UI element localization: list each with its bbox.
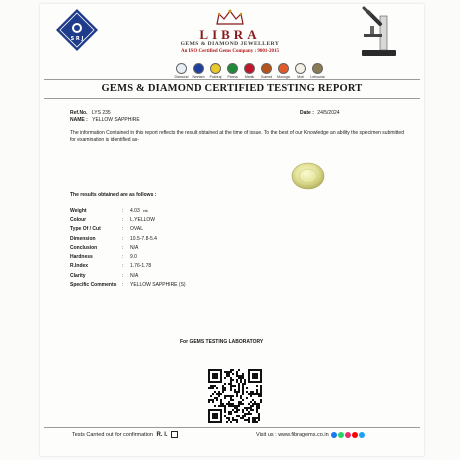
crown-logo-icon	[213, 8, 247, 28]
social-icon[interactable]	[338, 432, 344, 438]
gemstone-photo	[289, 160, 327, 192]
gem-icons-row	[174, 63, 325, 79]
colon: :	[122, 207, 124, 214]
result-key: Colour	[70, 216, 87, 223]
result-value: 10.5-7.8-5.4	[130, 235, 157, 242]
gem-moonga-icon	[276, 63, 291, 79]
footer-confirmation: Tests Carried out for confirmation R. I.	[72, 431, 178, 438]
microscope-icon	[354, 6, 402, 58]
result-key: Hardness	[70, 254, 93, 261]
result-value: N/A	[130, 272, 139, 279]
gem-pukhraj-icon	[208, 63, 223, 79]
gem-label: Neelam	[192, 75, 205, 79]
gem-diamond-icon	[174, 63, 189, 79]
result-key: Weight	[70, 207, 87, 214]
result-row	[70, 271, 310, 280]
result-value: OVAL	[130, 226, 143, 233]
result-row	[70, 243, 310, 252]
seal-text: S R J	[70, 36, 84, 42]
social-icons	[331, 432, 365, 438]
result-row	[70, 215, 310, 224]
result-value: 1.76-1.78	[130, 263, 152, 270]
result-key: Clarity	[70, 272, 86, 279]
colon: :	[122, 235, 124, 242]
website-link[interactable]: Visit us : www.fibragems.co.in	[256, 432, 329, 438]
gem-label: Lehsunia	[310, 75, 325, 79]
divider	[44, 427, 420, 428]
certification-seal-icon	[55, 8, 99, 52]
result-key: Dimension	[70, 235, 96, 242]
gem-label: Manik	[244, 75, 255, 79]
gem-label: Moonga	[277, 75, 290, 79]
gem-label: Moti	[297, 75, 304, 79]
gem-lehsunia-icon	[310, 63, 325, 79]
result-row	[70, 262, 310, 271]
social-icon[interactable]	[359, 432, 365, 438]
social-icon[interactable]	[331, 432, 337, 438]
gem-label: Diamond	[174, 75, 189, 79]
result-key: R.Index	[70, 263, 89, 270]
colon: :	[122, 226, 124, 233]
report-title: GEMS & DIAMOND CERTIFIED TESTING REPORT	[101, 83, 363, 94]
footer-website[interactable]	[256, 432, 365, 438]
specimen-name: NAME : YELLOW SAPPHIRE	[70, 117, 140, 123]
result-value: 4.03 cts	[130, 207, 148, 214]
result-row	[70, 225, 310, 234]
social-icon[interactable]	[352, 432, 358, 438]
gem-label: Gomed	[260, 75, 273, 79]
gem-gomed-icon	[259, 63, 274, 79]
lab-signature-label: For GEMS TESTING LABORATORY	[180, 339, 264, 345]
result-row	[70, 252, 310, 261]
gem-panna-icon	[225, 63, 240, 79]
brand-name: LIBRA	[199, 27, 261, 42]
intro-paragraph: The information Contained in this report reflects the result obtained at the time of issue. To the best of our Knowledge an ability the specimen submitted for examination is identified as-	[70, 130, 404, 143]
iso-text: An ISO Certified Gems Company : 9001-2015	[180, 49, 280, 54]
gem-neelam-icon	[191, 63, 206, 79]
gem-manik-icon	[242, 63, 257, 79]
colon: :	[122, 244, 124, 251]
result-row	[70, 234, 310, 243]
result-value: YELLOW SAPPHIRE (S)	[130, 282, 186, 289]
brand-subtitle: GEMS & DIAMOND JEWELLERY	[180, 41, 280, 47]
unit-label: cts	[142, 207, 148, 213]
colon: :	[122, 282, 124, 289]
checkbox-icon	[171, 431, 178, 438]
result-key: Type Of / Cut	[70, 226, 101, 233]
result-key: Conclusion	[70, 244, 98, 251]
colon: :	[122, 263, 124, 270]
ref-number: Ref.No. LYS 235	[70, 110, 111, 116]
gem-label: Pukhraj	[209, 75, 222, 79]
colon: :	[122, 254, 124, 261]
result-value: 9.0	[130, 254, 137, 261]
result-row	[70, 206, 310, 215]
results-heading: The results obtained are as follows :	[70, 192, 157, 198]
results-table	[70, 206, 310, 290]
result-value: N/A	[130, 244, 139, 251]
result-value: L.YELLOW	[130, 216, 156, 223]
social-icon[interactable]	[345, 432, 351, 438]
colon: :	[122, 272, 124, 279]
result-key: Specific Comments	[70, 282, 117, 289]
result-row	[70, 280, 310, 289]
qr-code[interactable]	[208, 369, 262, 423]
gem-label: Panna	[227, 75, 238, 79]
brand-block	[150, 8, 310, 55]
divider	[44, 98, 420, 99]
gem-moti-icon	[293, 63, 308, 79]
colon: :	[122, 216, 124, 223]
divider	[44, 79, 420, 80]
report-date: Date : 24/5/2024	[300, 110, 340, 116]
